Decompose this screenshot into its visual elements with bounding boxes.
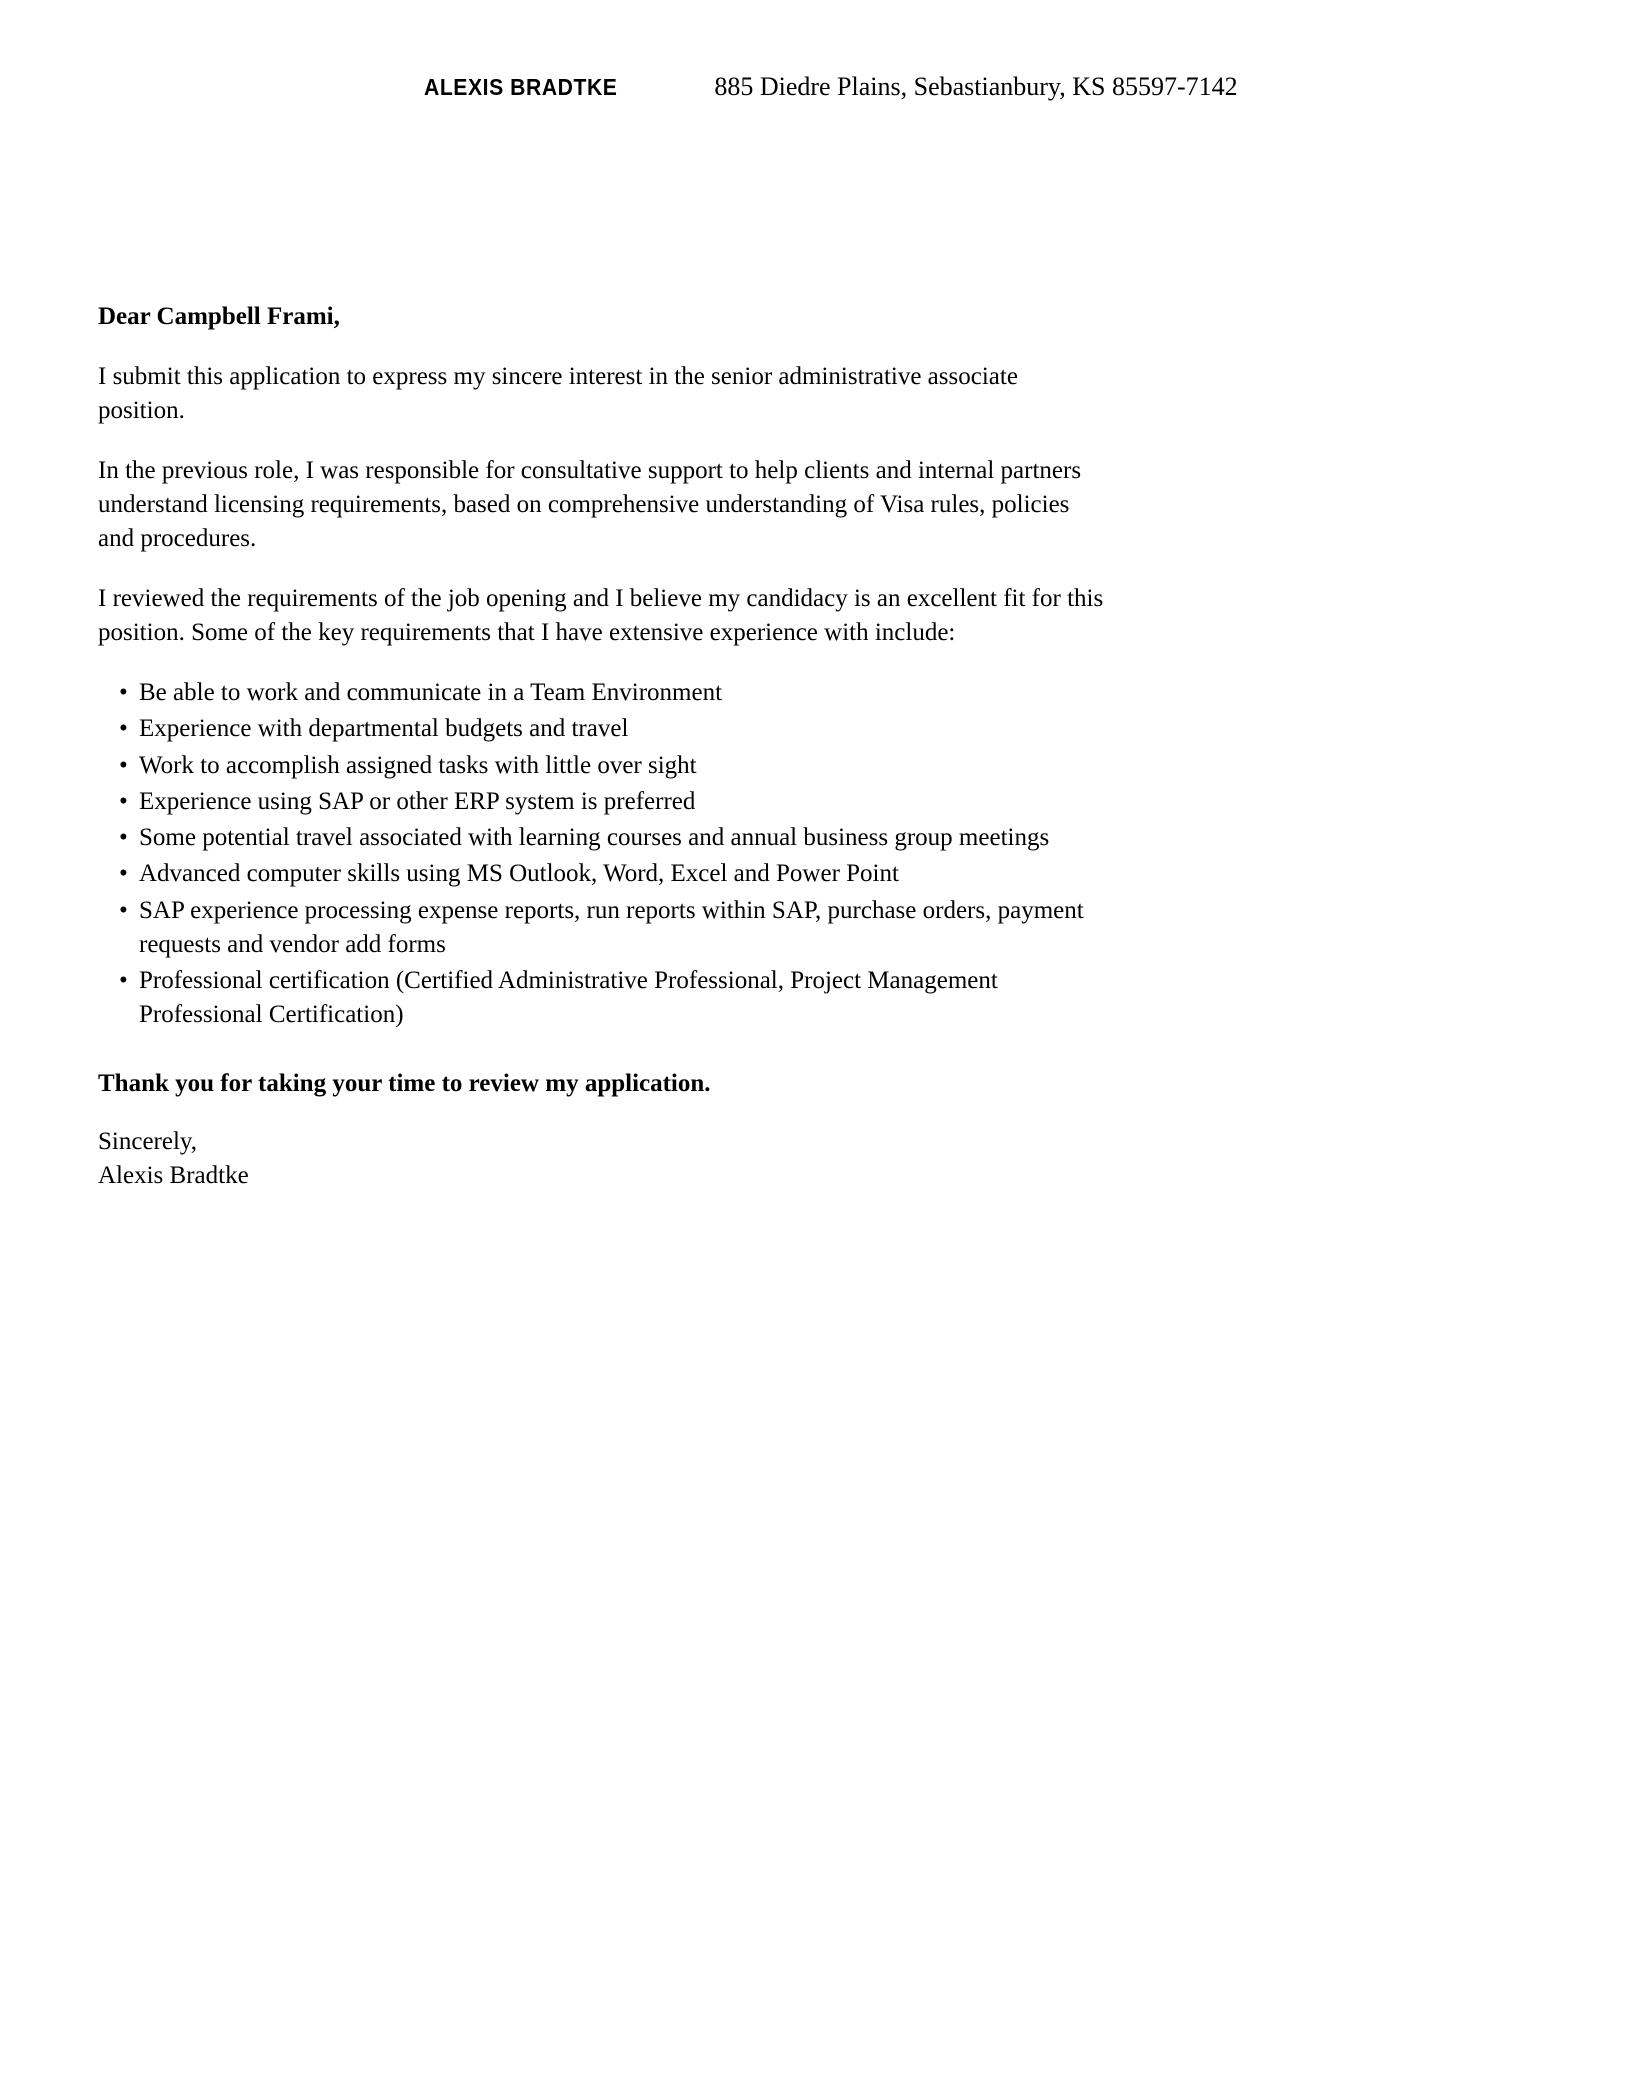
- body-paragraph-2: In the previous role, I was responsible for consultative support to help clients and internal partners understand licensing requirements, based on comprehensive understanding of Visa rules, policies and procedures.: [98, 457, 1082, 552]
- salutation: Dear Campbell Frami,: [98, 303, 340, 330]
- body-paragraph-3: I reviewed the requirements of the job opening and I believe my candidacy is an excellent fit for this position. Some of the key requirements that I have extensive experience with include:: [98, 585, 1104, 646]
- list-item: • Advanced computer skills using MS Outlook, Word, Excel and Power Point: [98, 857, 1108, 891]
- letter-header: [0, 72, 1632, 102]
- body-paragraph-1: I submit this application to express my sincere interest in the senior administrative associate position.: [98, 363, 1018, 424]
- letter-body: [98, 300, 1108, 1193]
- requirements-list: [98, 676, 1108, 1033]
- list-item: • SAP experience processing expense reports, run reports within SAP, purchase orders, payment requests and vendor add forms: [98, 894, 1108, 963]
- list-item: • Be able to work and communicate in a Team Environment: [98, 676, 1108, 710]
- sender-address: 885 Diedre Plains, Sebastianbury, KS 85597-7142: [714, 72, 1238, 101]
- list-item: • Professional certification (Certified Administrative Professional, Project Management Professional Certification): [98, 964, 1108, 1033]
- signature-name: Alexis Bradtke: [98, 1161, 249, 1189]
- list-item: • Work to accomplish assigned tasks with little over sight: [98, 749, 1108, 783]
- signoff-salutation: Sincerely,: [98, 1127, 198, 1155]
- signature-block: [98, 1125, 1108, 1194]
- sender-name: ALEXIS BRADTKE: [424, 74, 618, 100]
- closing-line: Thank you for taking your time to review my application.: [98, 1069, 711, 1097]
- list-item: • Some potential travel associated with learning courses and annual business group meetings: [98, 821, 1108, 855]
- list-item: • Experience using SAP or other ERP system is preferred: [98, 785, 1108, 819]
- list-item: • Experience with departmental budgets and travel: [98, 712, 1108, 746]
